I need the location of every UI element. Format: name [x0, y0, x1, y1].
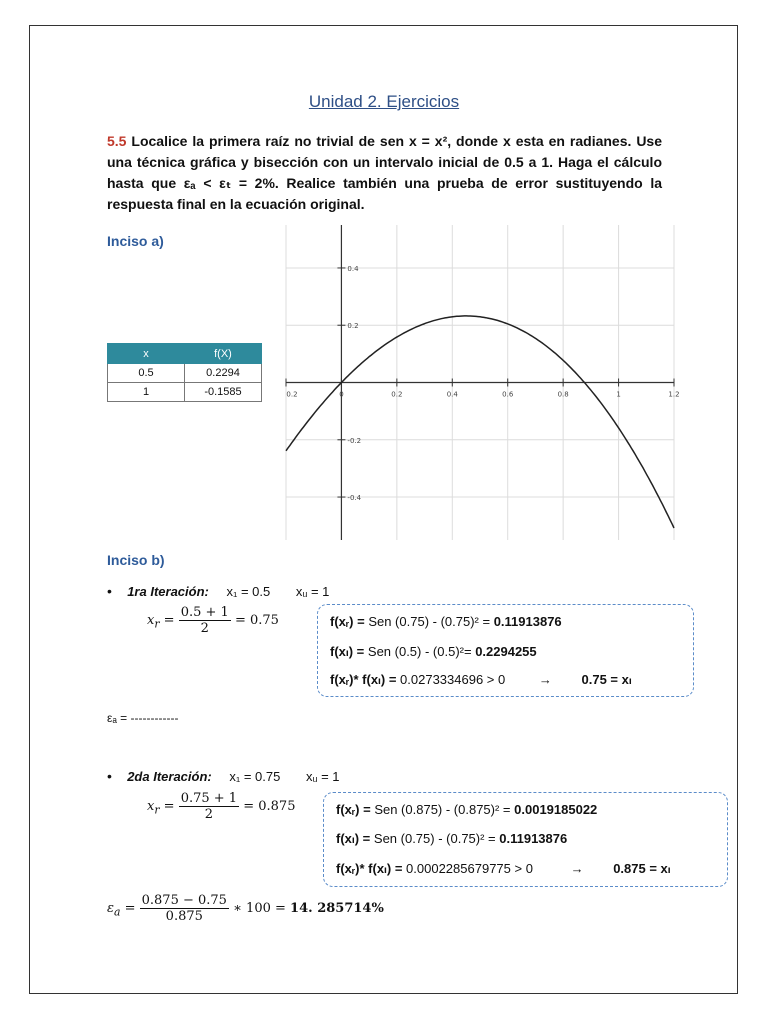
xr-result: = 0.875 [243, 799, 296, 814]
ea-numerator: 0.875 − 0.75 [141, 893, 227, 908]
table-row [108, 364, 262, 383]
table-header-x: x [108, 344, 185, 364]
arrow-icon: → [538, 672, 552, 687]
function-curve [286, 316, 674, 528]
y-tick-label: 0.4 [347, 264, 359, 273]
iteration-2-xu: xᵤ = 1 [306, 769, 340, 784]
iteration-1-line-2: f(xₗ) = Sen (0.5) - (0.5)²= 0.2294255 [330, 644, 537, 659]
iteration-2-line-3: f(xᵣ)* f(xₗ) = 0.0002285679775 > 0 → 0.875 = xₗ [336, 861, 671, 876]
iteration-1-line-3: f(xᵣ)* f(xₗ) = 0.0273334696 > 0 → 0.75 = xₗ [330, 672, 632, 687]
xr-result: = 0.75 [234, 613, 279, 628]
page-title: Unidad 2. Ejercicios [308, 92, 460, 111]
table-cell: 1 [108, 383, 185, 402]
xr-numerator: 0.5 + 1 [180, 605, 229, 620]
bullet: • [107, 768, 124, 784]
y-tick-label: 0.2 [347, 322, 359, 331]
x-tick-label: 1.2 [668, 390, 680, 399]
xr-denominator: 2 [200, 621, 209, 636]
bullet: • [107, 583, 124, 599]
ea-denominator: 0.875 [165, 909, 203, 924]
table-header-fx: f(X) [185, 344, 262, 364]
x-tick-label: 0.8 [557, 390, 569, 399]
xr-denominator: 2 [204, 807, 214, 822]
values-table [107, 343, 262, 402]
x-tick-label: 0.4 [446, 390, 458, 399]
x-tick-label: 0.6 [502, 390, 514, 399]
ea-result: 14. 285714% [290, 901, 384, 916]
iteration-2-xr-formula: $x_r$ = $\frac{0.75 + 1}{2}$ = 0.875 [147, 791, 296, 822]
function-graph [286, 225, 680, 540]
x-tick-label: 0.2 [286, 390, 298, 399]
x-tick-label: 0.2 [391, 390, 403, 399]
problem-text: Localice la primera raíz no trivial de sen x = x², donde x esta en radianes. Use una técnica gráfica y bisección con un intervalo inicial de 0.5 a 1. Haga el cálculo hasta que εₐ < εₜ = 2%. Realice también una prueba de error sustituyendo la respuesta final en la ecuación original. [107, 133, 663, 212]
iteration-1-line-1: f(xᵣ) = Sen (0.75) - (0.75)² = 0.11913876 [330, 614, 562, 629]
arrow-icon: → [570, 861, 584, 876]
iteration-2-line-1: f(xᵣ) = Sen (0.875) - (0.875)² = 0.0019185022 [336, 802, 598, 817]
table-cell: 0.2294 [185, 364, 262, 383]
table-row [108, 383, 262, 402]
inciso-b-heading: Inciso b) [107, 552, 165, 568]
iteration-1-xl: x₁ = 0.5 [226, 584, 271, 599]
y-tick-label: -0.4 [347, 494, 362, 503]
iteration-2-label: 2da Iteración: [127, 769, 212, 784]
xr-numerator: 0.75 + 1 [180, 791, 238, 806]
iteration-1-xu: xᵤ = 1 [295, 584, 330, 599]
iteration-1-header [107, 583, 329, 599]
iteration-2-error: $\varepsilon_a$ = $\frac{0.875 - 0.75}{0.875}$ ∗ 100 = 14. 285714% [107, 893, 384, 924]
iteration-2-xl: x₁ = 0.75 [229, 769, 281, 784]
table-cell: -0.1585 [185, 383, 262, 402]
iteration-2-header [107, 768, 340, 784]
iteration-1-label: 1ra Iteración: [127, 584, 209, 599]
iteration-1-error: εₐ = ------------ [107, 711, 179, 725]
iteration-1-xr-formula: $x_r$ = $\frac{0.5 + 1}{2}$ = 0.75 [147, 605, 279, 636]
problem-number: 5.5 [107, 133, 127, 149]
x-tick-label: 1 [616, 390, 621, 399]
y-tick-label: -0.2 [347, 436, 362, 445]
problem-statement [107, 131, 662, 215]
table-cell: 0.5 [108, 364, 185, 383]
iteration-2-line-2: f(xₗ) = Sen (0.75) - (0.75)² = 0.11913876 [336, 831, 568, 846]
x-tick-label: 0 [339, 390, 344, 399]
inciso-a-heading: Inciso a) [107, 233, 164, 249]
